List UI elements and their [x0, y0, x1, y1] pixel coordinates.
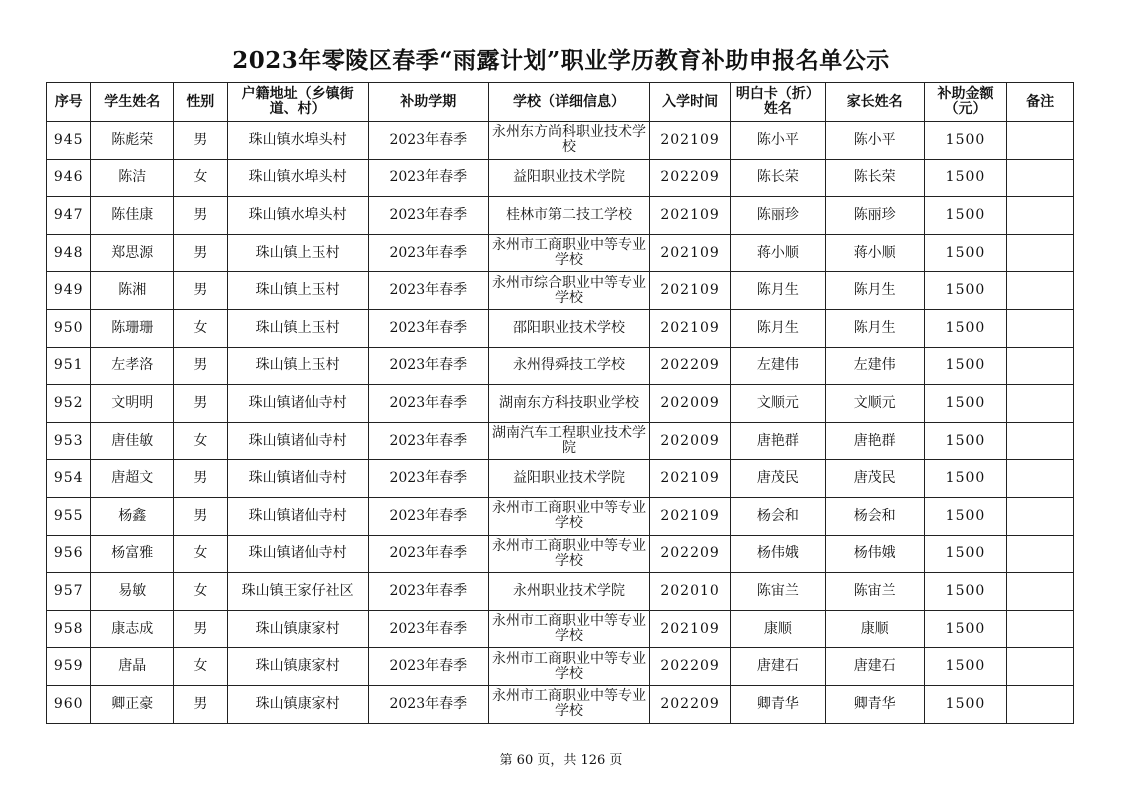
cell-subsidy-amount: 1500	[924, 573, 1007, 611]
cell-remarks	[1007, 648, 1074, 686]
cell-parent-name: 卿青华	[825, 685, 924, 723]
cell-serial-number: 946	[47, 159, 91, 197]
cell-subsidy-term: 2023年春季	[368, 460, 488, 498]
cell-gender: 女	[174, 309, 227, 347]
cell-school: 湖南汽车工程职业技术学院	[488, 422, 649, 460]
cell-subsidy-amount: 1500	[924, 309, 1007, 347]
cell-household-address: 珠山镇上玉村	[227, 347, 368, 385]
table-header-row	[47, 83, 1074, 122]
cell-card-holder-name: 唐建石	[730, 648, 825, 686]
subsidy-roster-table	[46, 82, 1074, 724]
cell-gender: 男	[174, 385, 227, 423]
cell-enrollment-date: 202109	[650, 272, 731, 310]
cell-household-address: 珠山镇康家村	[227, 685, 368, 723]
header-subsidy-term: 补助学期	[368, 83, 488, 122]
cell-card-holder-name: 左建伟	[730, 347, 825, 385]
table-row	[47, 234, 1074, 272]
cell-serial-number: 959	[47, 648, 91, 686]
cell-school: 永州市工商职业中等专业学校	[488, 648, 649, 686]
cell-serial-number: 957	[47, 573, 91, 611]
cell-school: 益阳职业技术学院	[488, 460, 649, 498]
cell-subsidy-term: 2023年春季	[368, 610, 488, 648]
cell-serial-number: 958	[47, 610, 91, 648]
table-row	[47, 385, 1074, 423]
cell-household-address: 珠山镇王家仔社区	[227, 573, 368, 611]
cell-student-name: 唐晶	[91, 648, 174, 686]
cell-card-holder-name: 陈月生	[730, 272, 825, 310]
cell-school: 永州市工商职业中等专业学校	[488, 497, 649, 535]
cell-subsidy-term: 2023年春季	[368, 422, 488, 460]
cell-enrollment-date: 202109	[650, 610, 731, 648]
cell-remarks	[1007, 460, 1074, 498]
cell-subsidy-amount: 1500	[924, 422, 1007, 460]
table-row	[47, 573, 1074, 611]
cell-serial-number: 956	[47, 535, 91, 573]
cell-household-address: 珠山镇上玉村	[227, 309, 368, 347]
cell-serial-number: 954	[47, 460, 91, 498]
header-remarks: 备注	[1007, 83, 1074, 122]
cell-school: 永州市工商职业中等专业学校	[488, 610, 649, 648]
cell-household-address: 珠山镇康家村	[227, 648, 368, 686]
table-row	[47, 272, 1074, 310]
header-gender: 性别	[174, 83, 227, 122]
cell-subsidy-term: 2023年春季	[368, 197, 488, 235]
cell-card-holder-name: 唐茂民	[730, 460, 825, 498]
cell-serial-number: 960	[47, 685, 91, 723]
cell-enrollment-date: 202109	[650, 234, 731, 272]
cell-school: 永州市工商职业中等专业学校	[488, 685, 649, 723]
header-parent-name: 家长姓名	[825, 83, 924, 122]
cell-enrollment-date: 202010	[650, 573, 731, 611]
cell-parent-name: 康顺	[825, 610, 924, 648]
cell-subsidy-amount: 1500	[924, 159, 1007, 197]
cell-subsidy-term: 2023年春季	[368, 159, 488, 197]
cell-remarks	[1007, 422, 1074, 460]
cell-card-holder-name: 陈月生	[730, 309, 825, 347]
cell-household-address: 珠山镇水埠头村	[227, 197, 368, 235]
table-row	[47, 309, 1074, 347]
cell-household-address: 珠山镇上玉村	[227, 272, 368, 310]
cell-gender: 女	[174, 573, 227, 611]
cell-enrollment-date: 202209	[650, 347, 731, 385]
cell-gender: 女	[174, 159, 227, 197]
cell-school: 湖南东方科技职业学校	[488, 385, 649, 423]
cell-subsidy-amount: 1500	[924, 460, 1007, 498]
cell-student-name: 文明明	[91, 385, 174, 423]
cell-school: 邵阳职业技术学校	[488, 309, 649, 347]
cell-enrollment-date: 202109	[650, 197, 731, 235]
cell-card-holder-name: 陈宙兰	[730, 573, 825, 611]
cell-serial-number: 955	[47, 497, 91, 535]
cell-remarks	[1007, 385, 1074, 423]
cell-serial-number: 947	[47, 197, 91, 235]
table-body	[47, 122, 1074, 724]
cell-student-name: 郑思源	[91, 234, 174, 272]
cell-subsidy-term: 2023年春季	[368, 122, 488, 160]
cell-card-holder-name: 陈长荣	[730, 159, 825, 197]
table-row	[47, 197, 1074, 235]
cell-household-address: 珠山镇诸仙寺村	[227, 385, 368, 423]
cell-enrollment-date: 202209	[650, 159, 731, 197]
cell-card-holder-name: 文顺元	[730, 385, 825, 423]
cell-enrollment-date: 202009	[650, 422, 731, 460]
table-row	[47, 159, 1074, 197]
cell-enrollment-date: 202109	[650, 460, 731, 498]
cell-serial-number: 951	[47, 347, 91, 385]
header-enrollment-date: 入学时间	[650, 83, 731, 122]
cell-gender: 男	[174, 347, 227, 385]
cell-school: 永州市工商职业中等专业学校	[488, 535, 649, 573]
cell-household-address: 珠山镇诸仙寺村	[227, 535, 368, 573]
cell-serial-number: 948	[47, 234, 91, 272]
cell-enrollment-date: 202209	[650, 535, 731, 573]
cell-card-holder-name: 唐艳群	[730, 422, 825, 460]
cell-school: 永州东方尚科职业技术学校	[488, 122, 649, 160]
cell-subsidy-amount: 1500	[924, 685, 1007, 723]
cell-gender: 男	[174, 122, 227, 160]
cell-enrollment-date: 202109	[650, 122, 731, 160]
cell-school: 永州市工商职业中等专业学校	[488, 234, 649, 272]
cell-student-name: 唐超文	[91, 460, 174, 498]
table-row	[47, 347, 1074, 385]
cell-parent-name: 陈小平	[825, 122, 924, 160]
cell-subsidy-amount: 1500	[924, 272, 1007, 310]
cell-school: 永州得舜技工学校	[488, 347, 649, 385]
cell-enrollment-date: 202109	[650, 497, 731, 535]
cell-remarks	[1007, 685, 1074, 723]
cell-subsidy-term: 2023年春季	[368, 535, 488, 573]
cell-student-name: 唐佳敏	[91, 422, 174, 460]
cell-gender: 男	[174, 610, 227, 648]
cell-student-name: 陈湘	[91, 272, 174, 310]
cell-serial-number: 952	[47, 385, 91, 423]
cell-student-name: 杨富雅	[91, 535, 174, 573]
cell-gender: 女	[174, 535, 227, 573]
cell-remarks	[1007, 159, 1074, 197]
cell-subsidy-term: 2023年春季	[368, 685, 488, 723]
cell-household-address: 珠山镇诸仙寺村	[227, 422, 368, 460]
cell-student-name: 陈洁	[91, 159, 174, 197]
cell-serial-number: 950	[47, 309, 91, 347]
cell-subsidy-amount: 1500	[924, 497, 1007, 535]
cell-student-name: 康志成	[91, 610, 174, 648]
cell-school: 益阳职业技术学院	[488, 159, 649, 197]
cell-student-name: 左孝洛	[91, 347, 174, 385]
cell-card-holder-name: 陈丽珍	[730, 197, 825, 235]
cell-subsidy-term: 2023年春季	[368, 309, 488, 347]
cell-parent-name: 陈长荣	[825, 159, 924, 197]
cell-gender: 男	[174, 272, 227, 310]
cell-subsidy-amount: 1500	[924, 122, 1007, 160]
cell-gender: 女	[174, 648, 227, 686]
cell-student-name: 卿正豪	[91, 685, 174, 723]
cell-parent-name: 陈月生	[825, 272, 924, 310]
cell-remarks	[1007, 347, 1074, 385]
table-row	[47, 460, 1074, 498]
table-row	[47, 422, 1074, 460]
cell-student-name: 陈彪荣	[91, 122, 174, 160]
cell-subsidy-amount: 1500	[924, 234, 1007, 272]
cell-enrollment-date: 202209	[650, 648, 731, 686]
cell-subsidy-term: 2023年春季	[368, 573, 488, 611]
cell-parent-name: 陈丽珍	[825, 197, 924, 235]
cell-parent-name: 蒋小顺	[825, 234, 924, 272]
cell-household-address: 珠山镇诸仙寺村	[227, 460, 368, 498]
header-student-name: 学生姓名	[91, 83, 174, 122]
cell-remarks	[1007, 197, 1074, 235]
cell-subsidy-term: 2023年春季	[368, 347, 488, 385]
table-row	[47, 497, 1074, 535]
cell-gender: 女	[174, 422, 227, 460]
header-serial-number: 序号	[47, 83, 91, 122]
cell-card-holder-name: 杨伟娥	[730, 535, 825, 573]
cell-remarks	[1007, 535, 1074, 573]
cell-subsidy-amount: 1500	[924, 648, 1007, 686]
cell-household-address: 珠山镇水埠头村	[227, 159, 368, 197]
cell-gender: 男	[174, 234, 227, 272]
cell-enrollment-date: 202009	[650, 385, 731, 423]
cell-subsidy-term: 2023年春季	[368, 272, 488, 310]
cell-parent-name: 唐茂民	[825, 460, 924, 498]
header-subsidy-amount: 补助金额（元）	[924, 83, 1007, 122]
cell-household-address: 珠山镇诸仙寺村	[227, 497, 368, 535]
cell-parent-name: 文顺元	[825, 385, 924, 423]
cell-parent-name: 唐艳群	[825, 422, 924, 460]
cell-household-address: 珠山镇水埠头村	[227, 122, 368, 160]
cell-remarks	[1007, 573, 1074, 611]
cell-parent-name: 陈月生	[825, 309, 924, 347]
cell-parent-name: 唐建石	[825, 648, 924, 686]
cell-school: 永州市综合职业中等专业学校	[488, 272, 649, 310]
cell-subsidy-amount: 1500	[924, 197, 1007, 235]
cell-card-holder-name: 卿青华	[730, 685, 825, 723]
cell-student-name: 陈佳康	[91, 197, 174, 235]
cell-gender: 男	[174, 460, 227, 498]
cell-card-holder-name: 康顺	[730, 610, 825, 648]
cell-remarks	[1007, 610, 1074, 648]
cell-enrollment-date: 202109	[650, 309, 731, 347]
table-row	[47, 535, 1074, 573]
cell-card-holder-name: 杨会和	[730, 497, 825, 535]
cell-subsidy-amount: 1500	[924, 535, 1007, 573]
cell-remarks	[1007, 272, 1074, 310]
table-row	[47, 685, 1074, 723]
cell-student-name: 杨鑫	[91, 497, 174, 535]
cell-parent-name: 杨会和	[825, 497, 924, 535]
cell-remarks	[1007, 234, 1074, 272]
cell-subsidy-amount: 1500	[924, 347, 1007, 385]
cell-enrollment-date: 202209	[650, 685, 731, 723]
cell-school: 桂林市第二技工学校	[488, 197, 649, 235]
cell-subsidy-term: 2023年春季	[368, 497, 488, 535]
cell-household-address: 珠山镇康家村	[227, 610, 368, 648]
table-row	[47, 610, 1074, 648]
cell-school: 永州职业技术学院	[488, 573, 649, 611]
header-school: 学校（详细信息）	[488, 83, 649, 122]
cell-subsidy-term: 2023年春季	[368, 648, 488, 686]
header-household-address: 户籍地址（乡镇街道、村）	[227, 83, 368, 122]
table-row	[47, 122, 1074, 160]
cell-student-name: 易敏	[91, 573, 174, 611]
cell-serial-number: 945	[47, 122, 91, 160]
cell-parent-name: 左建伟	[825, 347, 924, 385]
header-card-holder-name: 明白卡（折）姓名	[730, 83, 825, 122]
cell-subsidy-amount: 1500	[924, 610, 1007, 648]
cell-subsidy-term: 2023年春季	[368, 234, 488, 272]
cell-remarks	[1007, 309, 1074, 347]
cell-gender: 男	[174, 197, 227, 235]
cell-parent-name: 杨伟娥	[825, 535, 924, 573]
document-title: 2023年零陵区春季“雨露计划”职业学历教育补助申报名单公示	[232, 47, 890, 74]
cell-subsidy-amount: 1500	[924, 385, 1007, 423]
cell-remarks	[1007, 122, 1074, 160]
cell-card-holder-name: 陈小平	[730, 122, 825, 160]
cell-household-address: 珠山镇上玉村	[227, 234, 368, 272]
table-row	[47, 648, 1074, 686]
cell-card-holder-name: 蒋小顺	[730, 234, 825, 272]
cell-serial-number: 949	[47, 272, 91, 310]
cell-subsidy-term: 2023年春季	[368, 385, 488, 423]
cell-remarks	[1007, 497, 1074, 535]
cell-serial-number: 953	[47, 422, 91, 460]
cell-parent-name: 陈宙兰	[825, 573, 924, 611]
cell-student-name: 陈珊珊	[91, 309, 174, 347]
cell-gender: 男	[174, 685, 227, 723]
cell-gender: 男	[174, 497, 227, 535]
page-footer: 第 60 页，共 126 页	[499, 753, 623, 768]
